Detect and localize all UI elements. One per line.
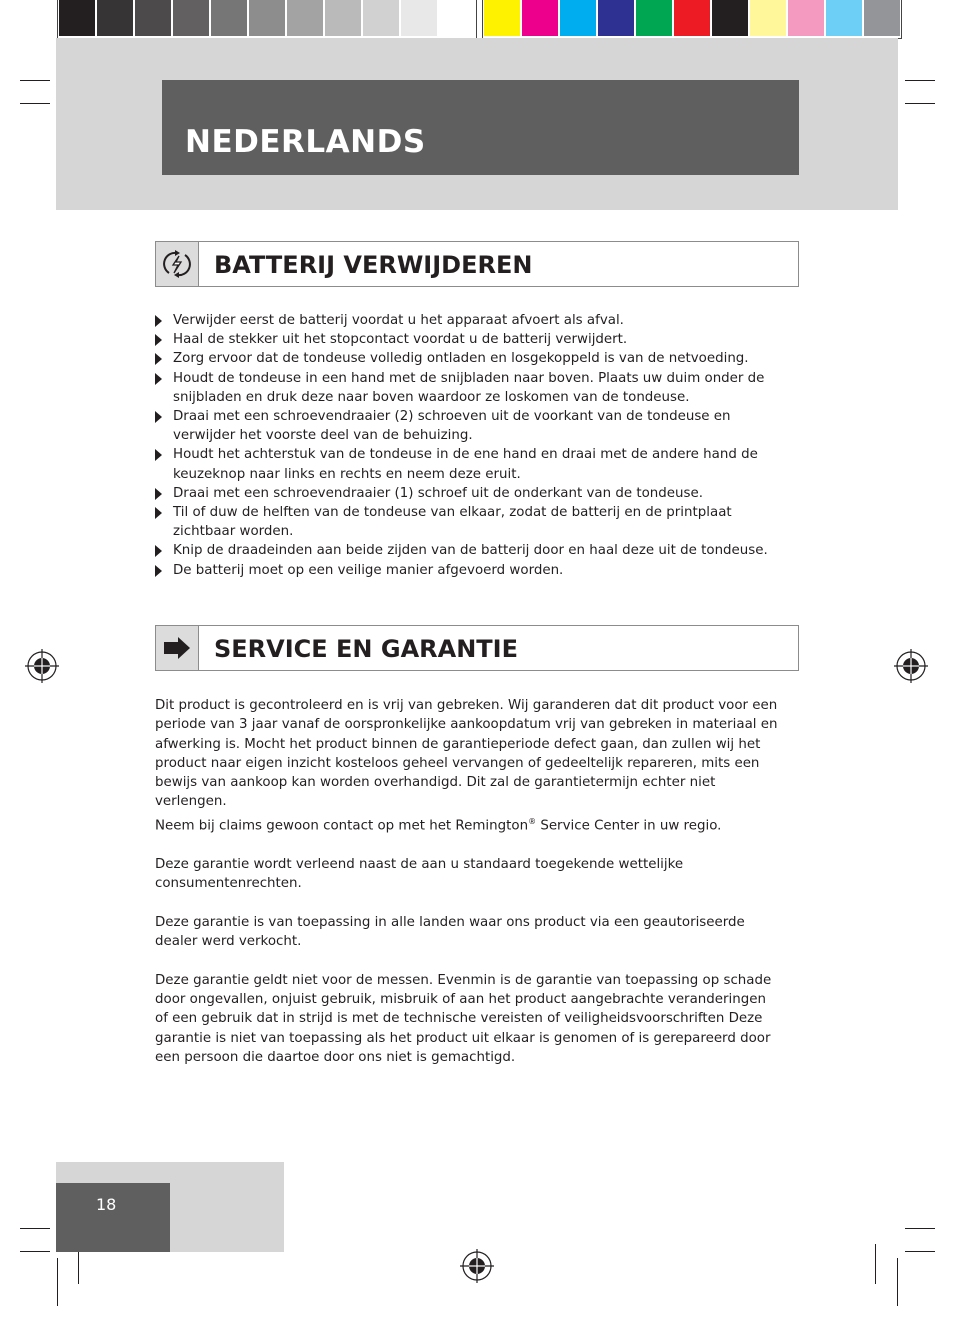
bullet-arrow-icon — [155, 488, 162, 500]
crop-mark — [905, 103, 935, 104]
color-swatch — [597, 0, 635, 37]
color-swatch — [324, 0, 362, 37]
warranty-paragraph: Deze garantie wordt verleend naast de aan u standaard toegekende wettelijke consumentenrechten. — [155, 856, 684, 892]
color-swatch — [400, 0, 438, 37]
list-item: Draai met een schroevendraaier (2) schroeven uit de voorkant van de tondeuse en verwijder het voorste deel van de behuizing. — [155, 407, 775, 445]
arrow-right-icon — [156, 626, 199, 670]
crop-mark — [20, 1228, 50, 1229]
gray-calibration-bar — [57, 0, 477, 39]
crop-mark — [20, 103, 50, 104]
color-swatch — [438, 0, 476, 37]
section-title: SERVICE EN GARANTIE — [214, 635, 518, 663]
bullet-arrow-icon — [155, 411, 162, 423]
list-item: Houdt het achterstuk van de tondeuse in de ene hand en draai met de andere hand de keuzeknop naar links en rechts en neem deze eruit. — [155, 445, 775, 483]
color-swatch — [172, 0, 210, 37]
list-item: Houdt de tondeuse in een hand met de snijbladen naar boven. Plaats uw duim onder de snijbladen en druk deze naar boven waardoor ze loskomen van de tondeuse. — [155, 369, 775, 407]
crop-mark — [905, 80, 935, 81]
list-item: Knip de draadeinden aan beide zijden van de batterij door en haal deze uit de tondeuse. — [155, 541, 775, 560]
list-item: Zorg ervoor dat de tondeuse volledig ontladen en losgekoppeld is van de netvoeding. — [155, 349, 775, 368]
warranty-text — [155, 696, 780, 1086]
warranty-paragraph: Deze garantie is van toepassing in alle landen waar ons product via een geautoriseerde dealer werd verkocht. — [155, 914, 745, 950]
crop-mark — [905, 1228, 935, 1229]
bullet-arrow-icon — [155, 565, 162, 577]
color-swatch — [362, 0, 400, 37]
section-header-battery — [155, 241, 799, 287]
bullet-arrow-icon — [155, 373, 162, 385]
crop-mark — [57, 1258, 58, 1306]
color-swatch — [711, 0, 749, 37]
bullet-arrow-icon — [155, 449, 162, 461]
list-item: De batterij moet op een veilige manier afgevoerd worden. — [155, 561, 775, 580]
page-number: 18 — [96, 1195, 117, 1214]
crop-mark — [897, 1258, 898, 1306]
color-swatch — [787, 0, 825, 37]
bullet-arrow-icon — [155, 545, 162, 557]
color-swatch — [286, 0, 324, 37]
color-swatch — [58, 0, 96, 37]
color-swatch — [134, 0, 172, 37]
section-title: BATTERIJ VERWIJDEREN — [214, 251, 533, 279]
list-item: Haal de stekker uit het stopcontact voordat u de batterij verwijdert. — [155, 330, 775, 349]
color-swatch — [248, 0, 286, 37]
list-item: Draai met een schroevendraaier (1) schroef uit de onderkant van de tondeuse. — [155, 484, 775, 503]
color-swatch — [863, 0, 901, 37]
color-swatch — [635, 0, 673, 37]
registration-mark-icon — [460, 1249, 494, 1283]
color-swatch — [559, 0, 597, 37]
section-header-service — [155, 625, 799, 671]
crop-mark — [905, 1251, 935, 1252]
battery-removal-list — [155, 311, 775, 580]
list-item: Verwijder eerst de batterij voordat u het apparaat afvoert als afval. — [155, 311, 775, 330]
crop-mark — [20, 1251, 50, 1252]
color-swatch — [749, 0, 787, 37]
page-title: NEDERLANDS — [185, 124, 426, 160]
crop-mark — [875, 1244, 876, 1284]
color-swatch — [825, 0, 863, 37]
color-calibration-bar — [482, 0, 902, 39]
list-item: Til of duw de helften van de tondeuse van elkaar, zodat de batterij en de printplaat zichtbaar worden. — [155, 503, 775, 541]
bullet-arrow-icon — [155, 353, 162, 365]
page-number-box — [56, 1183, 170, 1252]
color-swatch — [483, 0, 521, 37]
warranty-paragraph: Dit product is gecontroleerd en is vrij van gebreken. Wij garanderen dat dit product voor een periode van 3 jaar vanaf de oorspronkelijke aankoopdatum vrij van gebreken in materiaal en afwerking is. Mocht het product binnen de garantieperiode defect gaan, dan zullen wij het product naar eigen inzicht kosteloos geheel vervangen of gedeeltelijk repareren, mits een bewijs van aankoop kan worden overhandigd. Dit zal de garantietermijn echter niet verlengen. Neem bij claims gewoon contact op met het Remington® Service Center in uw regio. — [155, 698, 778, 834]
registration-mark-icon — [25, 649, 59, 683]
color-swatch — [673, 0, 711, 37]
registration-mark-icon — [894, 649, 928, 683]
bullet-arrow-icon — [155, 315, 162, 327]
bullet-arrow-icon — [155, 334, 162, 346]
recycle-battery-icon — [156, 242, 199, 286]
crop-mark — [20, 80, 50, 81]
bullet-arrow-icon — [155, 507, 162, 519]
color-swatch — [521, 0, 559, 37]
color-swatch — [96, 0, 134, 37]
warranty-paragraph: Deze garantie geldt niet voor de messen. Evenmin is de garantie van toepassing op schade door ongevallen, onjuist gebruik, misbruik of aan het product aangebrachte veranderingen of een gebruik dat in strijd is met de technische vereisten of veiligheidsvoorschriften Deze garantie is niet van toepassing als het product uit elkaar is genomen of is gerepareerd door een persoon die daartoe door ons niet is gemachtigd. — [155, 972, 772, 1065]
color-swatch — [210, 0, 248, 37]
